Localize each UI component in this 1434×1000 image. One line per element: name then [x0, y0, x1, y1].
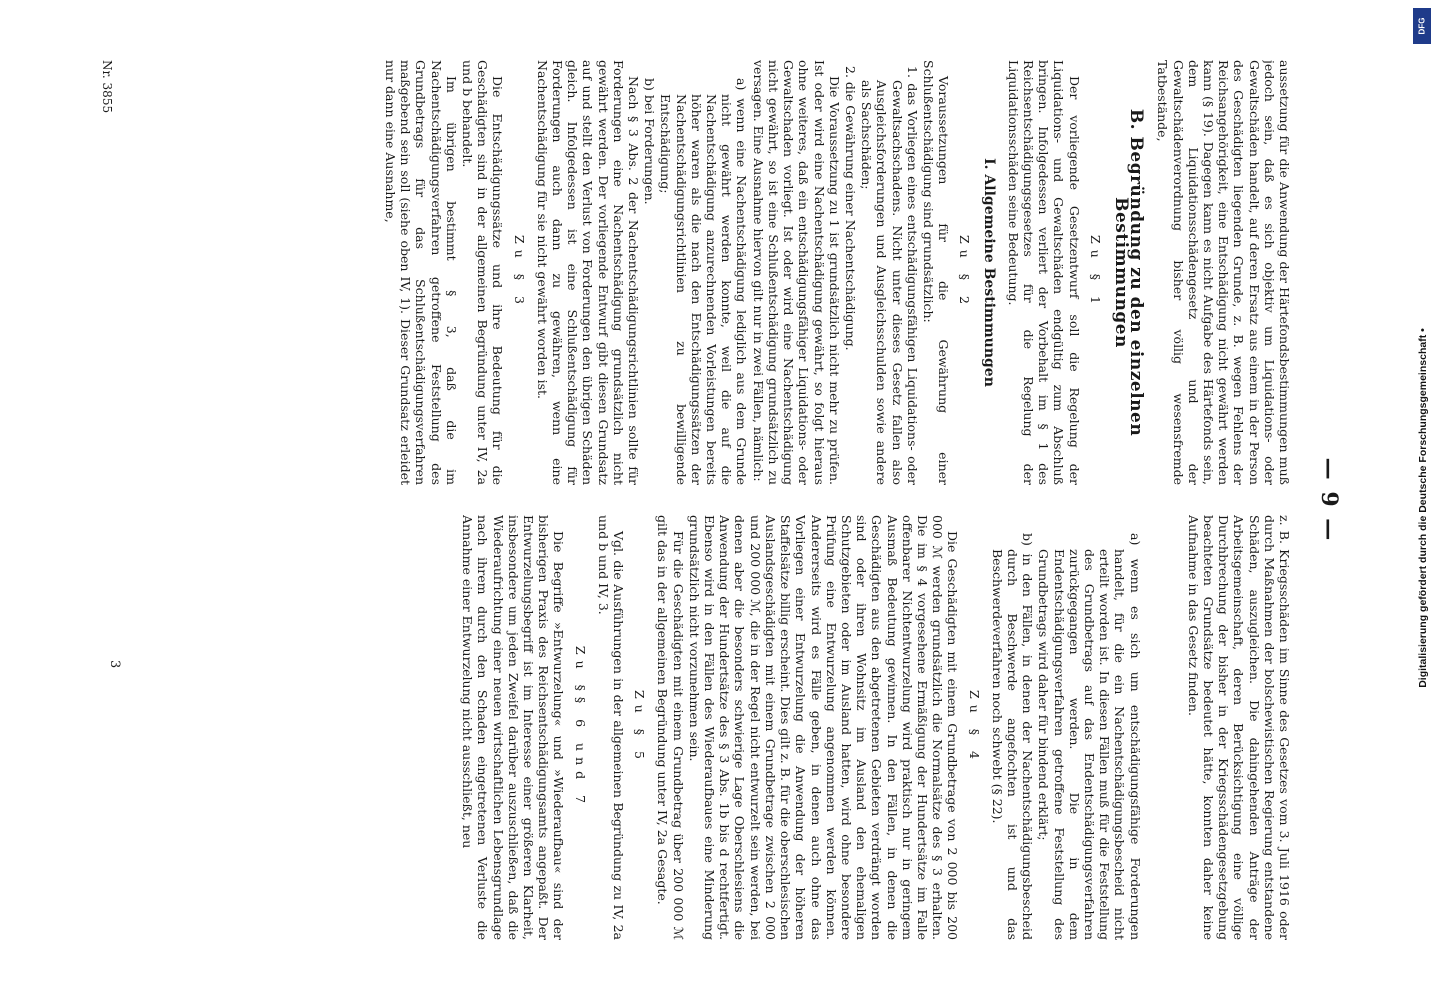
page-number-header: — 9 —	[1316, 457, 1342, 543]
paragraph: Die Begriffe »Entwurzelung« und »Wiederaufbau« sind der bisherigen Praxis des Reichsentschädigungsamts angepaßt. Der Entwurzelungsbegriff ist im Interesse einer größeren Klarheit, insbesondere um jeden Zweifel darüber auszuschließen, daß die Wiederaufrichtung einer neuen wirtschaftlichen Lebensgrundlage nach ihrem durch den Schaden eingetretenen Verluste die Annahme einer Entwurzelung nicht ausschließt, neu	[460, 515, 567, 940]
list-item: a) wenn es sich um entschädigungsfähige Forderungen handelt, für die ein Nachentschädigungsbescheid nicht erteilt worden ist. In diesen Fällen muß für die Feststellung des Grundbetrags auf das Endentschädigungsverfahren zurückgegangen werden. Die in dem Endentschädigungsverfahren getroffene Feststellung des Grundbetrags wird daher für bindend erklärt;	[1036, 533, 1143, 940]
paragraph-heading: Zu § 3	[511, 235, 527, 310]
paragraph: Voraussetzungen für die Gewährung einer Schlußentschädigung sind grundsätzlich:	[920, 60, 952, 485]
left-column	[122, 60, 1292, 485]
dfg-sidebar	[1412, 8, 1434, 992]
document-number: Nr. 3855	[100, 60, 114, 114]
section-heading: B. Begründung zu den einzelnen Bestimmungen	[1110, 108, 1147, 437]
signature-mark: 3	[107, 660, 122, 669]
paragraph-heading: Zu § 2	[957, 235, 973, 310]
paragraph: Nach § 3 Abs. 2 der Nachentschädigungsrichtlinien sollte für Forderungen eine Nachentschädigung grundsätzlich nicht gewährt werden. Der vorliegende Entwurf gibt diesen Grundsatz auf und stellt den Verlust von Forderungen den übrigen Schäden gleich. Infolgedessen ist eine Schlußentschädigung für Forderungen auch dann zu gewähren, wenn eine Nachentschädigung für sie nicht gewährt worden ist.	[534, 60, 642, 485]
paragraph: aussetzung für die Anwendung der Härtefondsbestimmungen muß jedoch sein, daß es sich objektiv um Liquidations- oder Gewaltschäden handelt, auf deren Ersatz aus einem in der Person des Geschädigten liegenden Grunde, z. B. wegen Fehlens der Reichsangehörigkeit, eine Entschädigung nicht gewährt werden kann (§ 19). Dagegen kann es nicht Aufgabe des Härtefonds sein, dem Liquidationsschädengesetz und der Gewaltschädenverordnung bisher völlig wesensfremde Tatbestände,	[1155, 60, 1292, 485]
paragraph: z. B. Kriegsschäden im Sinne des Gesetzes vom 3. Juli 1916 oder durch Maßnahmen der bolschewistischen Regierung entstandene Schäden, auszugleichen. Die dahingehenden Anträge der Arbeitsgemeinschaft, deren Berücksichtigung eine völlige Durchbrechung der bisher in der Kriegsschädengesetzgebung beachteten Grundsätze bedeutet hätte, konnten daher keine Aufnahme in das Gesetz finden.	[1185, 515, 1292, 940]
list-item: b) in den Fällen, in denen der Nachentschädigungsbescheid durch Beschwerde angefochten ist und das Beschwerdeverfahren noch schwebt (§ 22).	[989, 533, 1036, 940]
dfg-logo-text: DFG	[1417, 17, 1427, 35]
paragraph: Im übrigen bestimmt § 3, daß die im Nachentschädigungsverfahren getroffene Feststellung des Grundbetrags für das Schlußentschädigungsverfahren maßgebend sein soll (siehe oben IV, 1). Dieser Grundsatz erleidet nur dann eine Ausnahme,	[383, 60, 459, 485]
paragraph: Die Voraussetzung zu 1 ist grundsätzlich nicht mehr zu prüfen. Ist oder wird eine Nachentschädigung gewährt, so folgt hieraus ohne weiteres, daß ein entschädigungsfähiger Liquidations- oder Gewaltschaden vorliegt. Ist oder wird eine Nachentschädigung nicht gewährt, so ist eine Schlußentschädigung grundsätzlich zu versagen. Eine Ausnahme hiervon gilt nur in zwei Fällen, nämlich:	[750, 60, 842, 485]
right-column	[122, 515, 1292, 940]
page-content	[82, 60, 1362, 940]
list-item: b) bei Forderungen.	[642, 78, 658, 205]
digitization-credit: Digitalisierung gefördert durch die Deutsche Forschungsgemeinschaft •	[1417, 328, 1429, 688]
paragraph: Die Geschädigten mit einem Grundbetrage von 2 000 bis 200 000 ℳ werden grundsätzlich die Normalsätze des § 3 erhalten. Die im § 4 vorgesehene Ermäßigung der Hundertsätze im Falle offenbarer Nichtentwurzelung wird praktisch nur in geringem Ausmaß Bedeutung gewinnen. In den Fällen, in denen die Geschädigten aus den abgetretenen Gebieten verdrängt worden sind oder ihren Wohnsitz im Ausland den ehemaligen Schutzgebieten oder im Ausland hatten, wird ohne besondere Prüfung eine Entwurzelung angenommen werden können. Andererseits wird es Fälle geben, in denen auch ohne das Vorliegen einer Entwurzelung die Anwendung der höheren Staffelsätze billig erscheint. Dies gilt z. B. für die oberschlesischen Auslandsgeschädigten mit einem Grundbetrage zwischen 2 000 und 200 000 ℳ, die in der Regel nicht entwurzelt sein werden, bei denen aber die besonders schwierige Lage Oberschlesiens die Anwendung der Hundertsätze des § 3 Abs. 1b bis d rechtfertigt. Ebenso wird in den Fällen des Wiederaufbaues eine Minderung grundsätzlich nicht vorzunehmen sein.	[686, 515, 961, 940]
paragraph: Vgl. die Ausführungen in der allgemeinen Begründung zu IV, 2a und b und IV, 3.	[595, 515, 627, 940]
paragraph: Die Entschädigungssätze und ihre Bedeutung für die Geschädigten sind in der allgemeinen Begründung unter IV, 2a und b behandelt.	[460, 60, 506, 485]
list-item: 1. das Vorliegen eines entschädigungsfähigen Liquidations- oder Gewaltsachschadens. Nicht unter dieses Gesetz fallen also Ausgleichsforderungen und Ausgleichsschulden sowie andere als Sachschäden;	[859, 66, 920, 485]
dfg-logo	[1413, 8, 1431, 44]
list-item: a) wenn eine Nachentschädigung lediglich aus dem Grunde nicht gewährt werden konnte, weil die auf die Nachentschädigung anzurechnenden Vorleistungen bereits höher waren als die nach den Entschädigungssätzen der Nachentschädigungsrichtlinien zu bewilligende Entschädigung;	[658, 78, 750, 485]
paragraph: Für die Geschädigten mit einem Grundbetrag über 200 000 ℳ gilt das in der allgemeinen Begründung unter IV, 2a Gesagte.	[655, 515, 686, 940]
paragraph-heading: Zu § 4	[966, 690, 982, 765]
paragraph-heading: Zu § 1	[1087, 235, 1103, 310]
paragraph: Der vorliegende Gesetzentwurf soll die Regelung der Liquidations- und Gewaltschäden endgültig zum Abschluß bringen. Infolgedessen verliert der Vorbehalt im § 1 des Reichsentschädigungsgesetzes für die Regelung der Liquidationsschäden seine Bedeutung.	[1005, 60, 1082, 485]
subsection-heading: I. Allgemeine Bestimmungen	[980, 158, 997, 387]
list-item: 2. die Gewährung einer Nachentschädigung.	[842, 66, 858, 351]
paragraph-heading: Zu §§ 6 und 7	[572, 645, 588, 810]
paragraph-heading: Zu § 5	[632, 690, 648, 765]
